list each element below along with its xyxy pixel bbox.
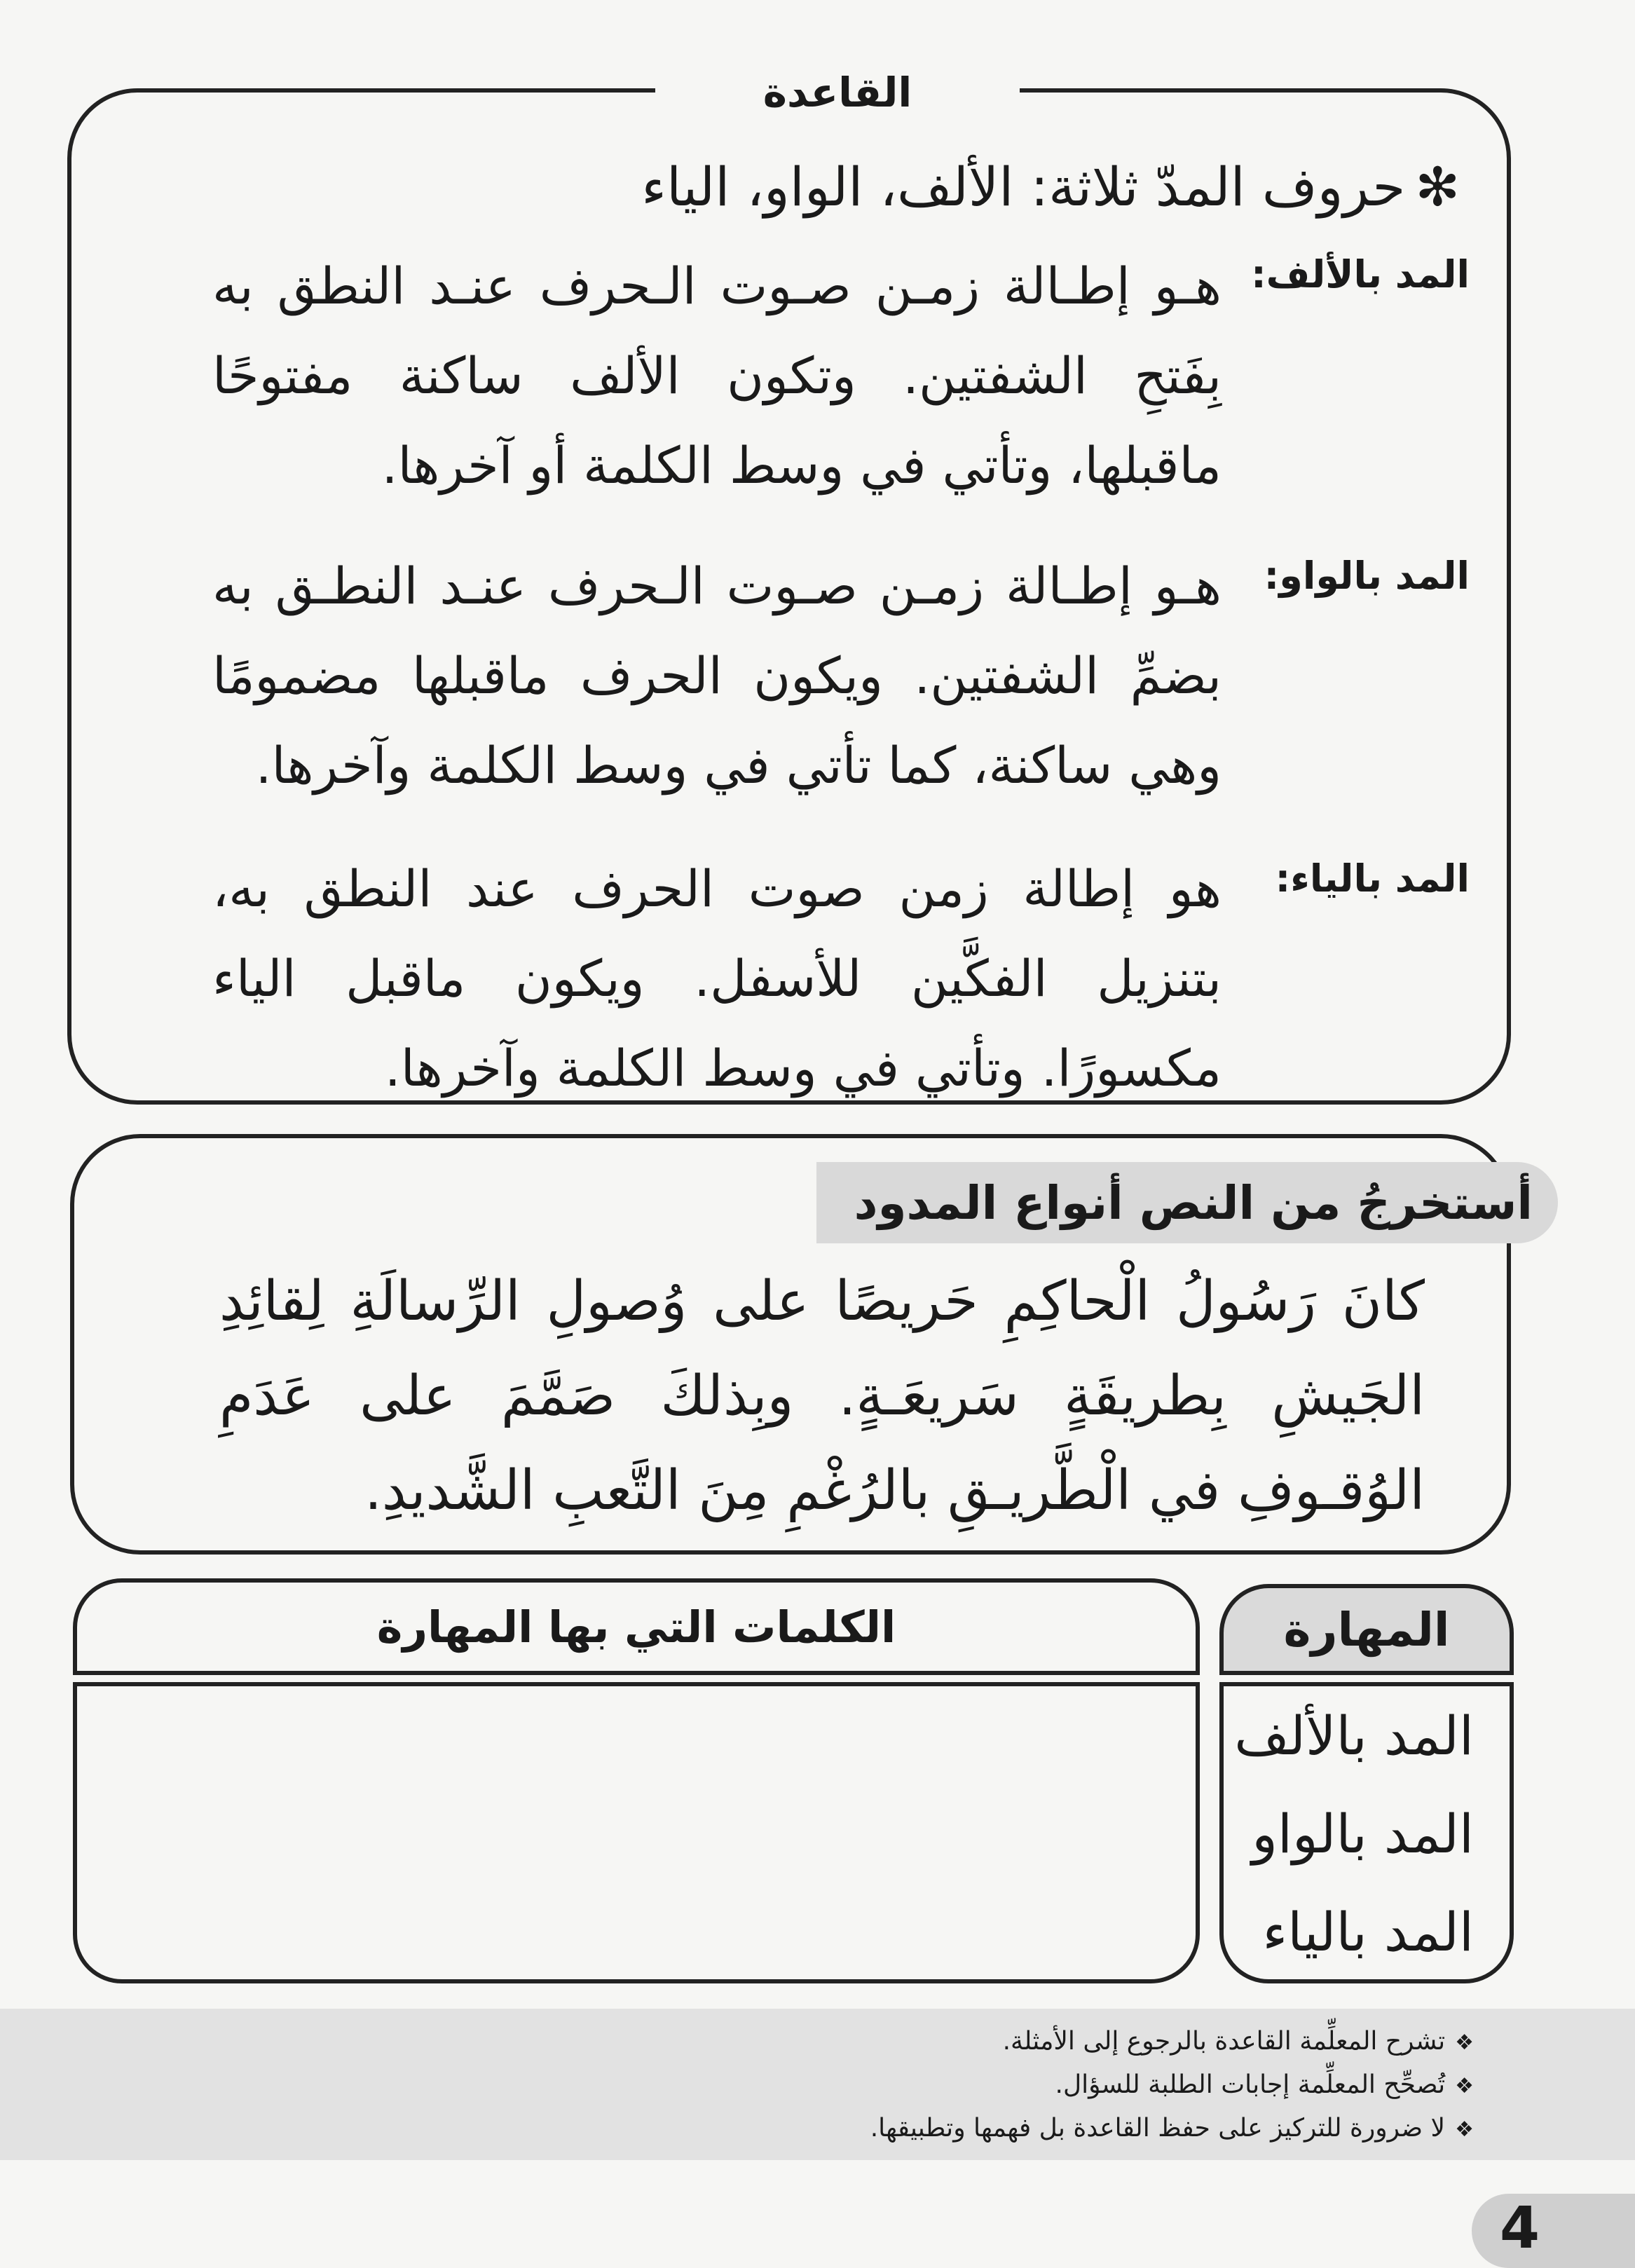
rule-title: القاعدة <box>762 69 912 116</box>
diamond-bullet-icon: ❖ <box>1455 2074 1474 2098</box>
skill-header-label: المهارة <box>1283 1602 1450 1657</box>
skill-column-header <box>1219 1584 1514 1675</box>
note-text: لا ضرورة للتركيز على حفظ القاعدة بل فهمها وتطبيقها. <box>870 2114 1446 2143</box>
page-number: 4 <box>1500 2195 1540 2262</box>
rule-lead <box>641 156 1460 218</box>
alif-label: المد بالألف: <box>1251 252 1470 296</box>
skill-waw: المد بالواو <box>1252 1803 1474 1865</box>
asterisk-icon: ✻ <box>1415 156 1460 218</box>
words-column-header <box>73 1578 1200 1675</box>
alif-text: هـو إطـالة زمـن صـوت الـحرف عنـد النطق به بِفَتحِ الشفتين. وتكون الألف ساكنة مفتوحًا ماقبلها، وتأتي في وسط الكلمة أو آخرها. <box>212 257 1222 495</box>
rule-lead-text: حروف المدّ ثلاثة: الألف، الواو، الياء <box>641 156 1406 218</box>
note-text: تشرح المعلِّمة القاعدة بالرجوع إلى الأمثلة. <box>1002 2027 1446 2056</box>
diamond-bullet-icon: ❖ <box>1455 2117 1474 2142</box>
words-answer-area[interactable] <box>73 1682 1200 1983</box>
note-item <box>870 2114 1474 2143</box>
page-number-tab <box>1472 2194 1635 2268</box>
rule-title-wrap <box>655 57 1020 128</box>
extract-title: أستخرجُ من النص أنواع المدود <box>816 1162 1558 1243</box>
waw-label: المد بالواو: <box>1264 554 1470 598</box>
extract-passage: كانَ رَسُولُ الْحاكِمِ حَريصًا على وُصولِ الرِّسالَةِ لِقائِدِ الجَيشِ بِطريقَةٍ سَريعَـةٍ. وبِذلكَ صَمَّمَ على عَدَمِ الوُقـوفِ في الْطَّريـقِ بالرُغْمِ مِنَ التَّعبِ الشَّديدِ. <box>219 1270 1425 1522</box>
skill-ya: المد بالياء <box>1262 1901 1474 1963</box>
note-item <box>1003 2027 1474 2056</box>
skill-alif: المد بالألف <box>1234 1705 1474 1767</box>
note-text: تُصحِّح المعلِّمة إجابات الطلبة للسؤال. <box>1055 2070 1446 2099</box>
diamond-bullet-icon: ❖ <box>1455 2030 1474 2055</box>
ya-label: المد بالياء: <box>1275 856 1470 901</box>
waw-text: هـو إطـالة زمـن صـوت الـحرف عنـد النطـق به بضمِّ الشفتين. ويكون الحرف ماقبلها مضمومًا وهي ساكنة، كما تأتي في وسط الكلمة وآخرها. <box>212 556 1222 795</box>
note-item <box>1055 2070 1474 2099</box>
ya-text: هو إطالة زمن صوت الحرف عند النطق به، بتنزيل الفكَّين للأسفل. ويكون ماقبل الياء مكسورًا. وتأتي في وسط الكلمة وآخرها. <box>212 859 1222 1098</box>
words-header-label: الكلمات التي بها المهارة <box>376 1601 896 1653</box>
